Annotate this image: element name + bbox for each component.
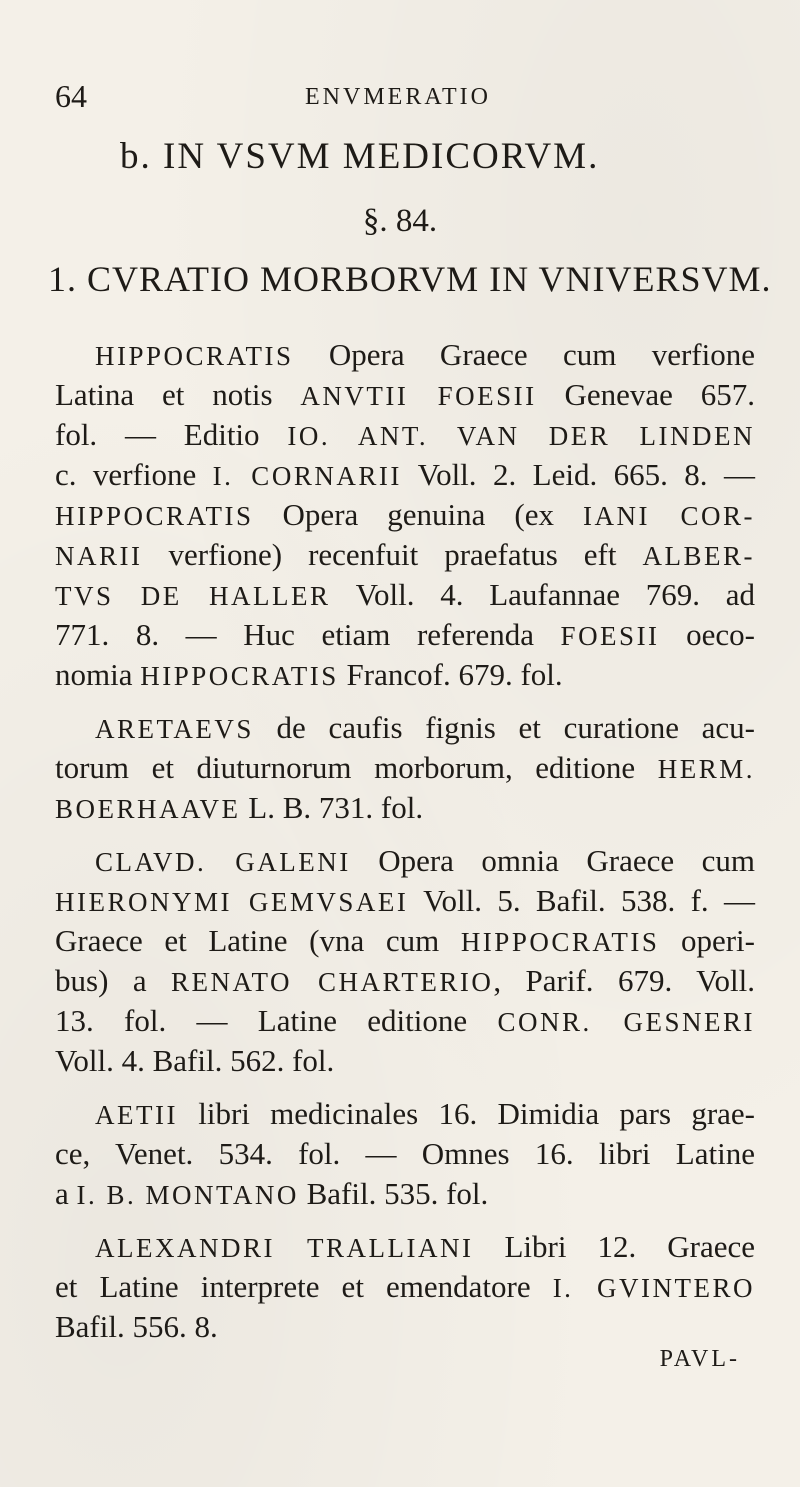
text-line xyxy=(55,575,755,616)
author-name: RENATO CHARTERIO xyxy=(171,967,494,997)
text-run: torum et diuturnorum morborum, editione xyxy=(55,750,658,785)
text-run: Opera Graece cum verfione xyxy=(293,337,755,372)
text-line xyxy=(55,415,755,456)
text-line xyxy=(55,1307,755,1347)
text-run: nomia xyxy=(55,657,141,692)
catchword: PAVL- xyxy=(659,1346,740,1372)
author-name: TVS DE HALLER xyxy=(55,581,331,611)
author-name: NARII xyxy=(55,541,143,571)
text-line xyxy=(95,708,755,749)
author-name: I. GVINTERO xyxy=(552,1273,755,1303)
text-line xyxy=(55,961,755,1002)
text-line xyxy=(55,1134,755,1174)
text-run: L. B. 731. fol. xyxy=(240,790,424,825)
author-name: HIPPOCRATIS xyxy=(460,927,660,957)
text-line xyxy=(55,1001,755,1042)
text-line xyxy=(55,788,755,829)
author-name: HERM. xyxy=(657,754,755,784)
text-run: Bafil. 556. 8. xyxy=(55,1309,218,1344)
author-name: ALBER- xyxy=(642,541,755,571)
text-run: a xyxy=(55,1176,77,1211)
text-line xyxy=(55,655,755,696)
author-name: CLAVD. GALENI xyxy=(95,847,351,877)
page-number: 64 xyxy=(55,78,87,114)
text-line xyxy=(55,1267,755,1308)
text-run: 13. fol. — Latine editione xyxy=(55,1003,498,1038)
paragraph-mark: §. 84. xyxy=(362,203,438,239)
text-run: Voll. 4. Bafil. 562. fol. xyxy=(55,1043,335,1078)
running-title: ENVMERATIO xyxy=(305,84,491,110)
text-run: et Latine interprete et emendatore xyxy=(55,1269,553,1304)
author-name: HIERONYMI GEMVSAEI xyxy=(55,887,409,917)
text-run: Francof. 679. fol. xyxy=(338,657,563,692)
text-run: fol. — Editio xyxy=(55,417,288,452)
text-run: de caufis fignis et curatione acu- xyxy=(253,710,755,745)
author-name: CONR. GESNERI xyxy=(497,1007,755,1037)
text-line xyxy=(95,1094,755,1135)
text-run: 771. 8. — Huc etiam referenda xyxy=(55,617,561,652)
text-run: Libri 12. Graece xyxy=(473,1229,755,1264)
author-name: BOERHAAVE xyxy=(55,794,241,824)
text-run: Opera omnia Graece cum xyxy=(350,843,755,878)
author-name: I. B. MONTANO xyxy=(76,1180,299,1210)
text-run: Latina et notis xyxy=(55,377,301,412)
text-line xyxy=(55,455,755,496)
author-name: HIPPOCRATIS xyxy=(140,661,339,691)
author-name: HIPPOCRATIS xyxy=(95,341,294,371)
text-run: bus) a xyxy=(55,963,172,998)
text-run: libri medicinales 16. Dimidia pars grae- xyxy=(177,1096,755,1131)
text-run: verfione) recenfuit praefatus eft xyxy=(142,537,643,572)
text-line xyxy=(95,335,755,376)
running-head xyxy=(55,78,755,118)
text-run: Opera genuina (ex xyxy=(253,497,583,532)
text-line xyxy=(55,1174,755,1215)
text-line xyxy=(95,1227,755,1268)
text-line xyxy=(55,495,755,536)
text-line xyxy=(55,748,755,789)
text-run: Voll. 4. Laufannae 769. ad xyxy=(330,577,755,612)
section-heading: 1. CVRATIO MORBORVM IN VNIVERSVM. xyxy=(48,259,772,299)
subsection-heading: b. IN VSVM MEDICORVM. xyxy=(120,136,600,177)
text-line xyxy=(55,1041,755,1081)
text-run: Graece et Latine (vna cum xyxy=(55,923,461,958)
text-run: Bafil. 535. fol. xyxy=(298,1176,489,1211)
text-run: Voll. 5. Bafil. 538. f. — xyxy=(408,883,755,918)
text-line xyxy=(55,881,755,922)
author-name: ANVTII FOESII xyxy=(300,381,537,411)
author-name: HIPPOCRATIS xyxy=(55,501,254,531)
text-line xyxy=(55,535,755,576)
author-name: ARETAEVS xyxy=(95,714,254,744)
text-run: ce, Venet. 534. fol. — Omnes 16. libri Latine xyxy=(55,1136,755,1171)
text-run: operi- xyxy=(659,923,755,958)
text-line xyxy=(55,921,755,962)
text-run: Genevae 657. xyxy=(536,377,755,412)
text-line xyxy=(55,375,755,416)
text-run: c. verfione xyxy=(55,457,213,492)
author-name: AETII xyxy=(95,1100,178,1130)
author-name: ALEXANDRI TRALLIANI xyxy=(95,1233,474,1263)
author-name: FOESII xyxy=(560,621,660,651)
author-name: IO. ANT. VAN DER LINDEN xyxy=(287,421,755,451)
author-name: I. CORNARII xyxy=(212,461,402,491)
text-run: Voll. 2. Leid. 665. 8. — xyxy=(401,457,755,492)
text-run: oeco- xyxy=(659,617,755,652)
author-name: IANI COR- xyxy=(583,501,755,531)
text-run: , Parif. 679. Voll. xyxy=(493,963,755,998)
text-line xyxy=(55,615,755,656)
text-line xyxy=(95,841,755,882)
